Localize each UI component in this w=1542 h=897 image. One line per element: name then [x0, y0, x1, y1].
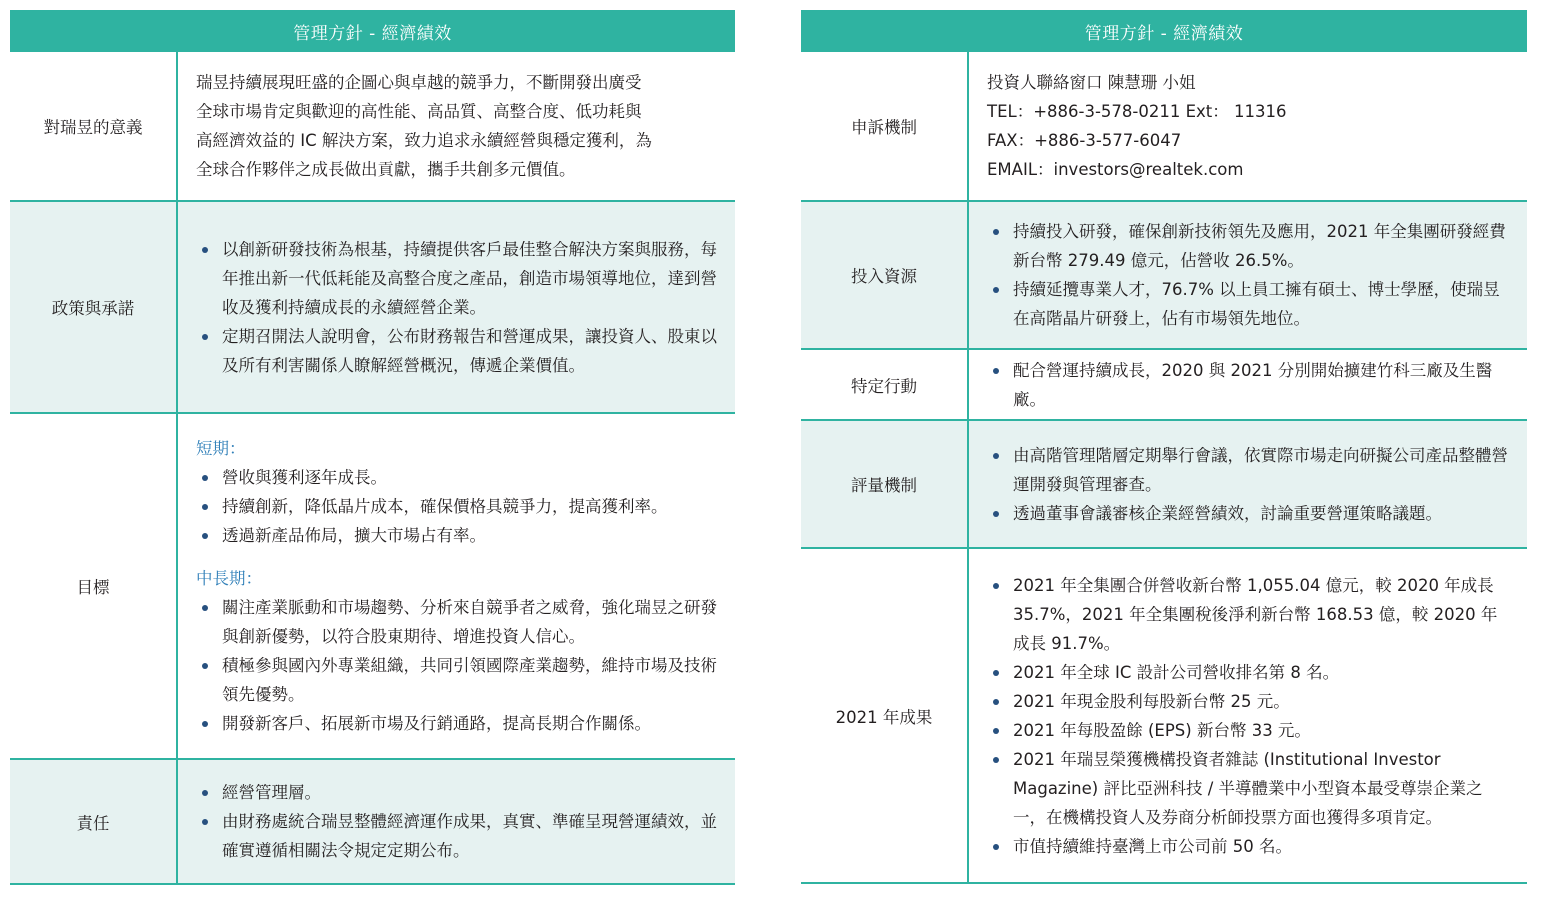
list-item: 透過新產品佈局，擴大市場占有率。: [196, 521, 717, 550]
row-label: 政策與承諾: [10, 202, 178, 412]
right-table-header: 管理方針 - 經濟績效: [801, 10, 1527, 52]
list-item: 經營管理層。: [196, 778, 717, 807]
row-label: 評量機制: [801, 421, 969, 547]
row-evaluation: [801, 421, 1527, 549]
row-actions: [801, 350, 1527, 421]
list-item: 關注產業脈動和市場趨勢、分析來自競爭者之威脅，強化瑞昱之研發與創新優勢，以符合股東期待、增進投資人信心。: [196, 593, 717, 651]
list-item: 積極參與國內外專業組織，共同引領國際產業趨勢，維持市場及技術領先優勢。: [196, 651, 717, 709]
list-item: 營收與獲利逐年成長。: [196, 463, 717, 492]
row-label: 投入資源: [801, 202, 969, 348]
row-label: 2021 年成果: [801, 549, 969, 882]
row-label: 對瑞昱的意義: [10, 52, 178, 200]
row-goals: [10, 414, 735, 760]
row-results-2021: [801, 549, 1527, 884]
list-item: 2021 年現金股利每股新台幣 25 元。: [987, 687, 1509, 716]
text-line: 全球合作夥伴之成長做出貢獻，攜手共創多元價值。: [196, 160, 576, 179]
list-item: 2021 年全球 IC 設計公司營收排名第 8 名。: [987, 658, 1509, 687]
row-content: [178, 202, 735, 412]
row-policy: [10, 202, 735, 414]
contact-name: 投資人聯絡窗口 陳慧珊 小姐: [987, 73, 1196, 92]
row-label: 申訴機制: [801, 52, 969, 200]
row-content: [178, 52, 735, 200]
list-item: 2021 年瑞昱榮獲機構投資者雜誌 (Institutional Investor Magazine) 評比亞洲科技 / 半導體業中小型資本最受尊崇企業之一，在機構投資人及券商分析師投票方面也獲得多項肯定。: [987, 745, 1509, 832]
row-label: 特定行動: [801, 350, 969, 419]
list-item: 透過董事會議審核企業經營績效，討論重要營運策略議題。: [987, 499, 1509, 528]
contact-fax: FAX：+886-3-577-6047: [987, 131, 1182, 150]
list-item: 2021 年每股盈餘 (EPS) 新台幣 33 元。: [987, 716, 1509, 745]
row-content: [969, 202, 1527, 348]
text-line: 全球市場肯定與歡迎的高性能、高品質、高整合度、低功耗與: [196, 102, 642, 121]
row-content: [178, 760, 735, 883]
list-item: 市值持續維持臺灣上市公司前 50 名。: [987, 832, 1509, 861]
row-resources: [801, 202, 1527, 350]
row-content: [969, 350, 1527, 419]
short-term-heading: 短期：: [196, 439, 246, 458]
text-line: 高經濟效益的 IC 解決方案，致力追求永續經營與穩定獲利，為: [196, 131, 652, 150]
list-item: 持續投入研發，確保創新技術領先及應用，2021 年全集團研發經費新台幣 279.49 億元，佔營收 26.5%。: [987, 217, 1509, 275]
row-content: [969, 52, 1527, 200]
contact-tel: TEL：+886-3-578-0211 Ext： 11316: [987, 102, 1287, 121]
contact-email: EMAIL：investors@realtek.com: [987, 160, 1244, 179]
long-term-heading: 中長期：: [196, 569, 262, 588]
row-content: [969, 549, 1527, 882]
left-table: [10, 10, 735, 885]
row-label: 目標: [10, 414, 178, 758]
row-significance: [10, 52, 735, 202]
right-table: [801, 10, 1527, 884]
left-table-header: 管理方針 - 經濟績效: [10, 10, 735, 52]
row-grievance: [801, 52, 1527, 202]
list-item: 定期召開法人說明會，公布財務報告和營運成果，讓投資人、股東以及所有利害關係人瞭解經營概況，傳遞企業價值。: [196, 322, 717, 380]
row-label: 責任: [10, 760, 178, 883]
list-item: 2021 年全集團合併營收新台幣 1,055.04 億元，較 2020 年成長 35.7%，2021 年全集團稅後淨利新台幣 168.53 億，較 2020 年成長 91.7%。: [987, 571, 1509, 658]
list-item: 以創新研發技術為根基，持續提供客戶最佳整合解決方案與服務，每年推出新一代低耗能及高整合度之產品，創造市場領導地位，達到營收及獲利持續成長的永續經營企業。: [196, 235, 717, 322]
list-item: 由財務處統合瑞昱整體經濟運作成果，真實、準確呈現營運績效，並確實遵循相關法令規定定期公布。: [196, 807, 717, 865]
row-responsibility: [10, 760, 735, 885]
list-item: 由高階管理階層定期舉行會議，依實際市場走向研擬公司產品整體營運開發與管理審查。: [987, 441, 1509, 499]
row-content: [178, 414, 735, 758]
list-item: 開發新客戶、拓展新市場及行銷通路，提高長期合作關係。: [196, 709, 717, 738]
list-item: 配合營運持續成長，2020 與 2021 分別開始擴建竹科三廠及生醫廠。: [987, 356, 1509, 414]
list-item: 持續延攬專業人才，76.7% 以上員工擁有碩士、博士學歷，使瑞昱在高階晶片研發上，佔有市場領先地位。: [987, 275, 1509, 333]
text-line: 瑞昱持續展現旺盛的企圖心與卓越的競爭力，不斷開發出廣受: [196, 73, 642, 92]
list-item: 持續創新，降低晶片成本，確保價格具競爭力，提高獲利率。: [196, 492, 717, 521]
row-content: [969, 421, 1527, 547]
